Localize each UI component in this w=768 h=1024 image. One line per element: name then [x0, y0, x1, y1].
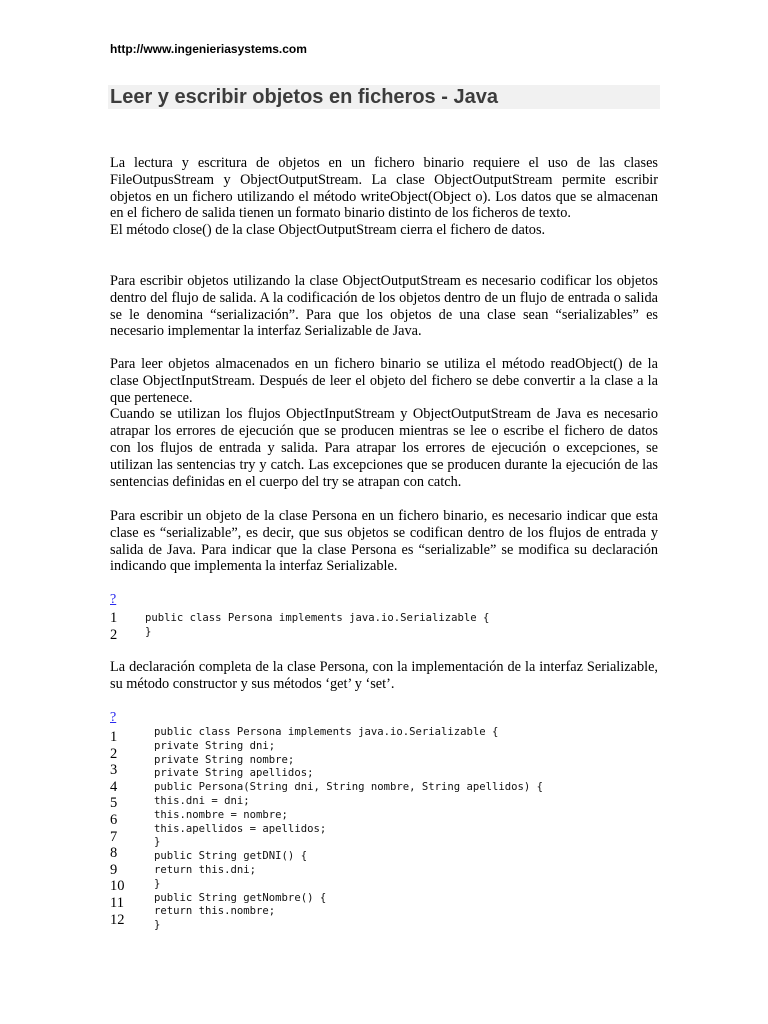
view-source-link[interactable]: ? [110, 710, 117, 725]
paragraph: Para escribir objetos utilizando la clase ObjectOutputStream es necesario codificar los objetos dentro del flujo de salida. A la codificación de los objetos dentro de un flujo de entrada o salida se le denomina “serialización”. Para que los objetos de una clase sean “serializables” es necesario implementar la interfaz Serializable de Java. [110, 273, 658, 340]
code-line-numbers: 1 2 [110, 610, 118, 643]
paragraph-block-4 [110, 508, 658, 575]
paragraph-block-1 [110, 155, 658, 239]
paragraph-block-5 [110, 659, 658, 693]
page-title: Leer y escribir objetos en ficheros - Java [110, 86, 498, 108]
source-url: http://www.ingenieriasystems.com [110, 42, 307, 56]
paragraph: Para escribir un objeto de la clase Persona en un fichero binario, es necesario indicar que esta clase es “serializable”, es decir, que sus objetos se codifican dentro de los flujos de entrada y salida de Java. Para indicar que la clase Persona es “serializable” se modifica su declaración indicando que implementa la interfaz Serializable. [110, 508, 658, 575]
code-line-numbers: 1 2 3 4 5 6 7 8 9 10 11 12 [110, 729, 125, 928]
paragraph: El método close() de la clase ObjectOutputStream cierra el fichero de datos. [110, 222, 546, 239]
paragraph-block-3 [110, 356, 658, 490]
paragraph: Cuando se utilizan los flujos ObjectInputStream y ObjectOutputStream de Java es necesario atrapar los errores de ejecución que se producen mientras se lee o escribe el fichero de datos con los flujos de entrada y salida. Para atrapar los errores de ejecución o excepciones, se utilizan las sentencias try y catch. Las excepciones que se producen durante la ejecución de las sentencias definidas en el cuerpo del try se atrapan con catch. [110, 406, 658, 490]
code-snippet-2: public class Persona implements java.io.Serializable { private String dni; private String nombre; private String apellidos; public Persona(String dni, String nombre, String apellidos) { this.dni = dni; this.nombre = nombre; this.apellidos = apellidos; } public String getDNI() { return this.dni; } public String getNombre() { return this.nombre; } [154, 726, 544, 932]
code-snippet-1: public class Persona implements java.io.Serializable { } [145, 612, 490, 638]
view-source-link[interactable]: ? [110, 592, 117, 607]
paragraph: La lectura y escritura de objetos en un fichero binario requiere el uso de las clases FileOutpusStream y ObjectOutputStream. La clase ObjectOutputStream permite escribir objetos en un fichero utilizando el método writeObject(Object o). Los datos que se almacenan en el fichero de salida tienen un formato binario distinto de los ficheros de texto. [110, 155, 658, 222]
paragraph: Para leer objetos almacenados en un fichero binario se utiliza el método readObject() de la clase ObjectInputStream. Después de leer el objeto del fichero se debe convertir a la clase a la que pertenece. [110, 356, 658, 406]
paragraph: La declaración completa de la clase Persona, con la implementación de la interfaz Serializable, su método constructor y sus métodos ‘get’ y ‘set’. [110, 659, 658, 692]
paragraph-block-2 [110, 273, 658, 340]
